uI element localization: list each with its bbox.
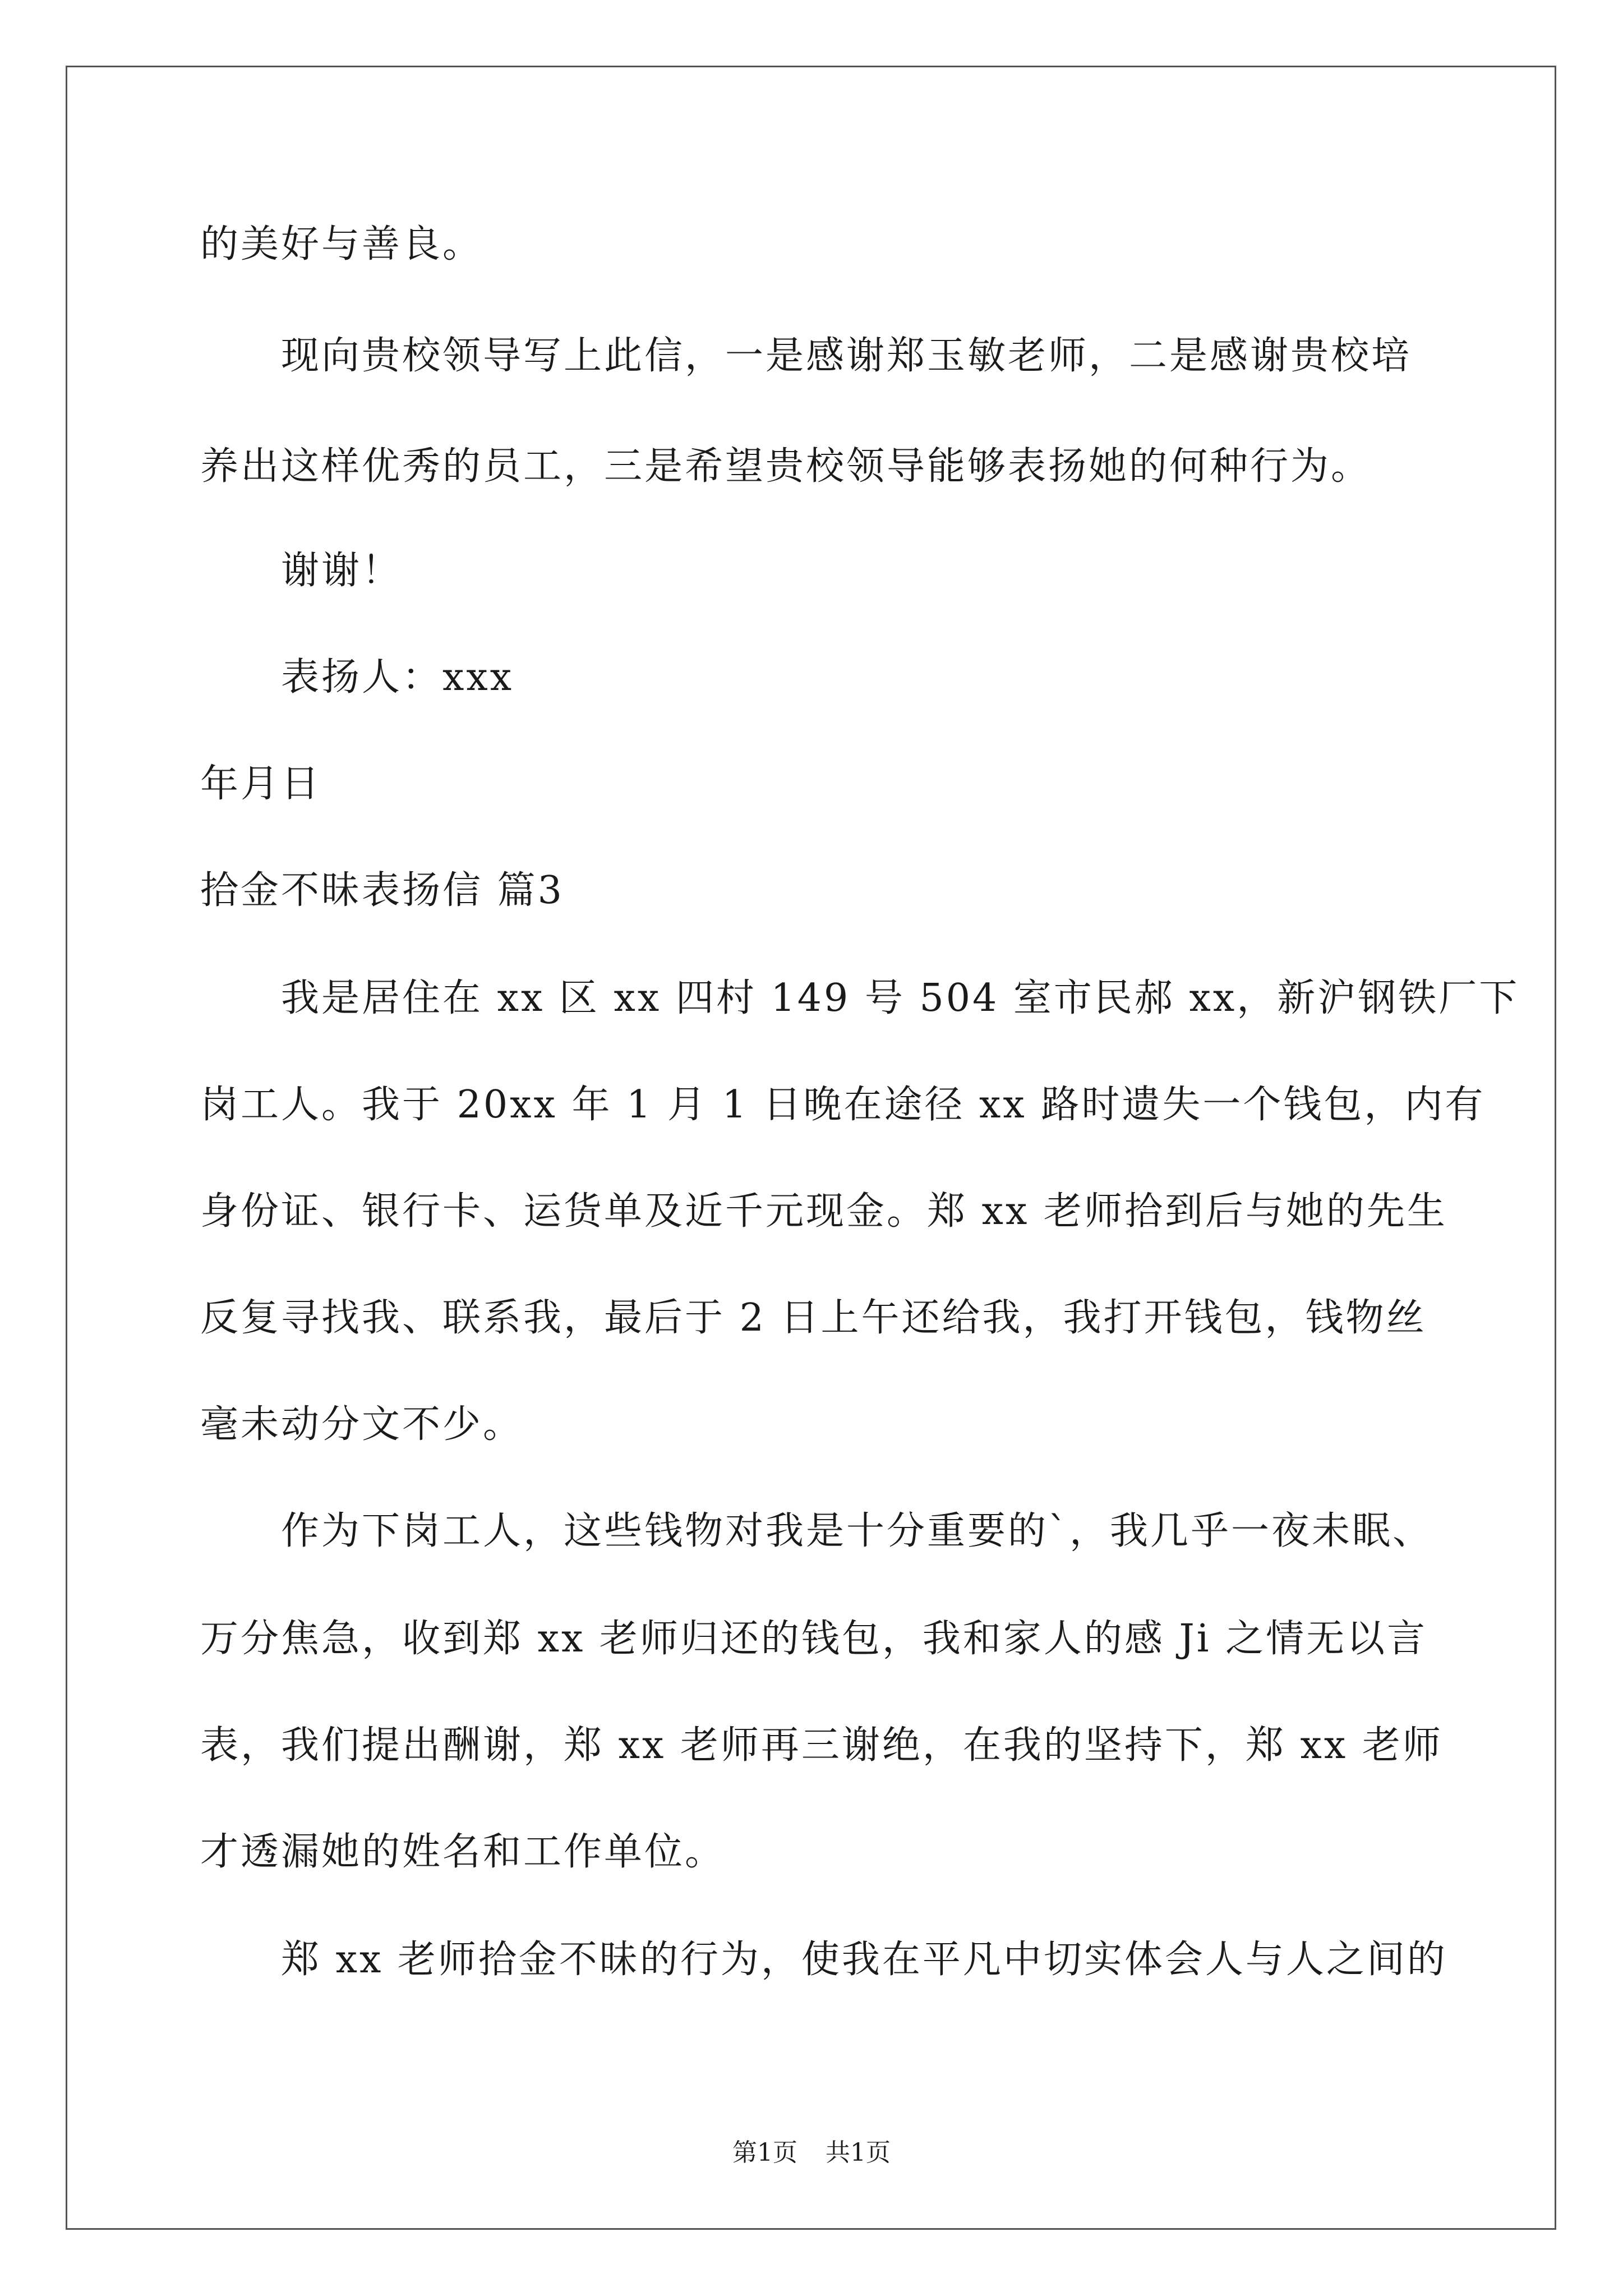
text-line: 表，我们提出酬谢，郑 xx 老师再三谢绝，在我的坚持下，郑 xx 老师 xyxy=(200,1723,1443,1768)
page-border xyxy=(66,66,1556,2230)
text-line: 反复寻找我、联系我，最后于 2 日上午还给我，我打开钱包，钱物丝 xyxy=(200,1296,1427,1340)
section-heading: 拾金不昧表扬信 篇3 xyxy=(200,868,564,913)
text-line: 郑 xx 老师拾金不昧的行为，使我在平凡中切实体会人与人之间的 xyxy=(281,1938,1447,1982)
text-line: 身份证、银行卡、运货单及近千元现金。郑 xx 老师拾到后与她的先生 xyxy=(200,1189,1447,1234)
text-line: 作为下岗工人，这些钱物对我是十分重要的`，我几乎一夜未眠、 xyxy=(281,1509,1433,1553)
text-line: 养出这样优秀的员工，三是希望贵校领导能够表扬她的何种行为。 xyxy=(200,444,1372,489)
page-footer xyxy=(0,2136,1623,2170)
text-line: 的美好与善良。 xyxy=(200,222,483,266)
text-line: 表扬人：xxx xyxy=(281,655,514,700)
text-line: 岗工人。我于 20xx 年 1 月 1 日晚在途径 xx 路时遗失一个钱包，内有 xyxy=(200,1083,1486,1127)
page-number: 第1页 xyxy=(732,2138,797,2167)
text-line: 谢谢！ xyxy=(281,549,403,593)
text-line: 年月日 xyxy=(200,762,322,806)
text-line: 现向贵校领导写上此信，一是感谢郑玉敏老师，二是感谢贵校培 xyxy=(281,334,1412,378)
text-line: 我是居住在 xx 区 xx 四村 149 号 504 室市民郝 xx，新沪钢铁厂下 xyxy=(281,976,1520,1020)
text-line: 毫未动分文不少。 xyxy=(200,1402,524,1447)
page-total: 共1页 xyxy=(826,2138,891,2167)
text-line: 万分焦急，收到郑 xx 老师归还的钱包，我和家人的感 Ji 之情无以言 xyxy=(200,1617,1428,1661)
text-line: 才透漏她的姓名和工作单位。 xyxy=(200,1830,726,1874)
